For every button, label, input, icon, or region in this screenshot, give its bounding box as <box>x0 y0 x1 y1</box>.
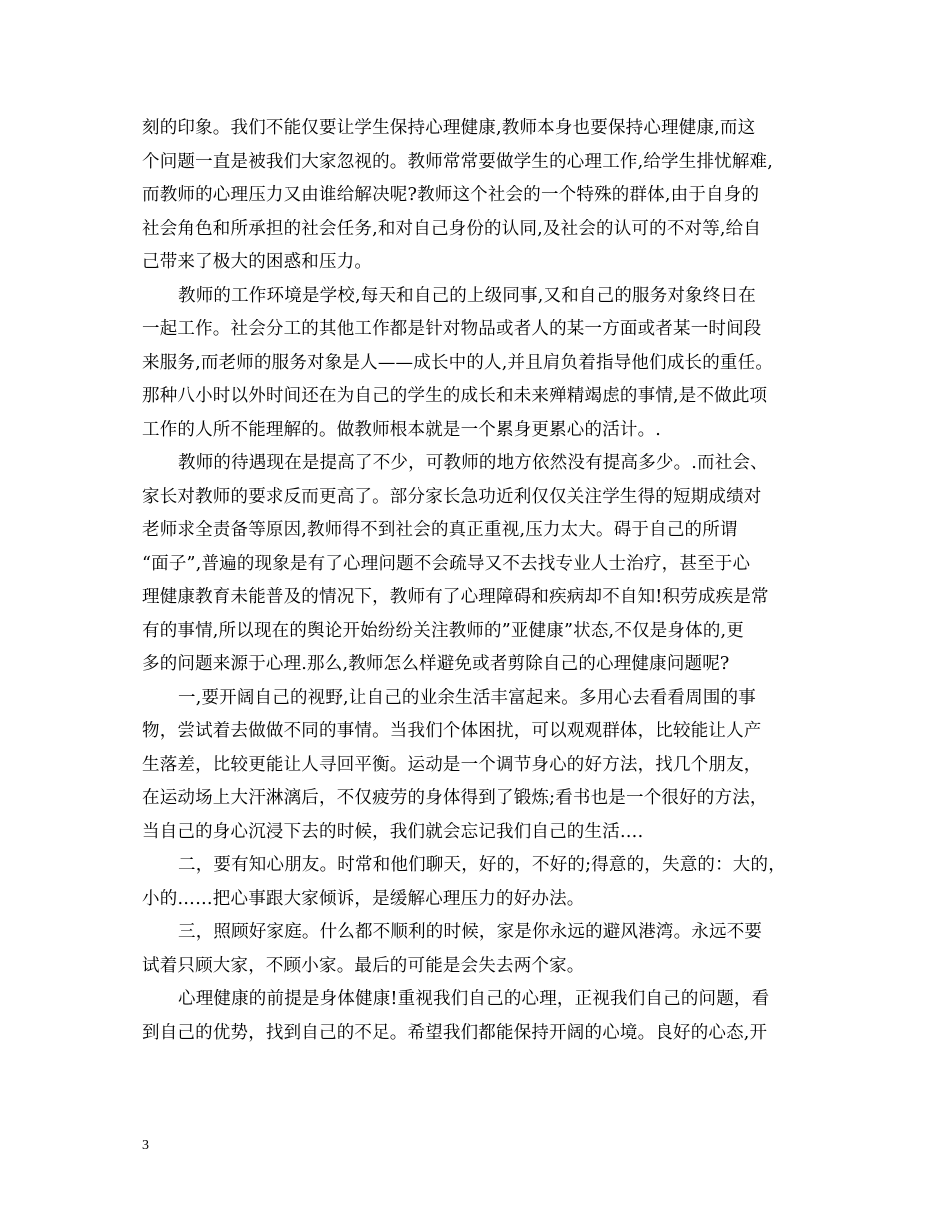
text-line: 来服务,而老师的服务对象是人——成长中的人,并且肩负着指导他们成长的重任。 <box>142 352 774 373</box>
text-line: 小的……把心事跟大家倾诉，是缓解心理压力的好办法。 <box>142 888 585 909</box>
text-line: 那种八小时以外时间还在为自己的学生的成长和未来殚精竭虑的事情,是不做此项 <box>142 386 768 406</box>
text-line: 有的事情,所以现在的舆论开始纷纷关注教师的”亚健康”状态,不仅是身体的,更 <box>142 620 744 641</box>
text-line: 老师求全责备等原因,教师得不到社会的真正重视,压力太大。碍于自己的所谓 <box>142 520 738 540</box>
text-line: 理健康教育未能普及的情况下，教师有了心理障碍和疾病却不自知!积劳成疾是常 <box>142 587 769 607</box>
paragraph-start-line: 教师的待遇现在是提高了不少，可教师的地方依然没有提高多少。.而社会、 <box>178 453 768 473</box>
body-text <box>142 112 812 1050</box>
text-line: 而教师的心理压力又由谁给解决呢?教师这个社会的一个特殊的群体,由于自身的 <box>142 185 760 205</box>
text-line: 社会角色和所承担的社会任务,和对自己身份的认同,及社会的认可的不对等,给自 <box>142 218 762 239</box>
text-line: 多的问题来源于心理.那么,教师怎么样避免或者剪除自己的心理健康问题呢? <box>142 654 730 674</box>
paragraph-start-line: 教师的工作环境是学校,每天和自己的上级同事,又和自己的服务对象终日在 <box>178 285 756 306</box>
paragraph-start-line: 二，要有知心朋友。时常和他们聊天，好的，不好的;得意的，失意的：大的， <box>178 855 786 875</box>
text-line: “面子”,普遍的现象是有了心理问题不会疏导又不去找专业人士治疗，甚至于心 <box>142 553 751 574</box>
text-line: 到自己的优势，找到自己的不足。希望我们都能保持开阔的心境。良好的心态,开 <box>142 1022 768 1043</box>
text-line: 生落差，比较更能让人寻回平衡。运动是一个调节身心的好方法，找几个朋友， <box>142 754 762 775</box>
text-line: 当自己的身心沉浸下去的时候，我们就会忘记我们自己的生活…. <box>142 821 644 842</box>
text-line: 试着只顾大家，不顾小家。最后的可能是会失去两个家。 <box>142 955 585 976</box>
text-line: 家长对教师的要求反而更高了。部分家长急功近利仅仅关注学生得的短期成绩对 <box>142 486 762 507</box>
text-line: 物，尝试着去做做不同的事情。当我们个体困扰，可以观观群体，比较能让人产 <box>142 721 762 741</box>
text-line: 己带来了极大的困惑和压力。 <box>142 252 373 272</box>
paragraph-start-line: 三，照顾好家庭。什么都不顺利的时候，家是你永远的避风港湾。永远不要 <box>178 922 763 942</box>
text-line: 刻的印象。我们不能仅要让学生保持心理健康,教师本身也要保持心理健康,而这 <box>142 118 756 138</box>
text-line: 工作的人所不能理解的。做教师根本就是一个累身更累心的活计。. <box>142 419 662 440</box>
page-number: 3 <box>142 1138 149 1153</box>
paragraph-start-line: 心理健康的前提是身体健康!重视我们自己的心理，正视我们自己的问题，看 <box>178 989 770 1009</box>
paragraph-start-line: 一,要开阔自己的视野,让自己的业余生活丰富起来。多用心去看看周围的事 <box>178 687 756 708</box>
text-line: 在运动场上大汗淋漓后，不仅疲劳的身体得到了锻炼;看书也是一个很好的方法， <box>142 788 768 808</box>
text-line: 一起工作。社会分工的其他工作都是针对物品或者人的某一方面或者某一时间段 <box>142 319 762 339</box>
text-line: 个问题一直是被我们大家忽视的。教师常常要做学生的心理工作,给学生排忧解难, <box>142 151 774 172</box>
